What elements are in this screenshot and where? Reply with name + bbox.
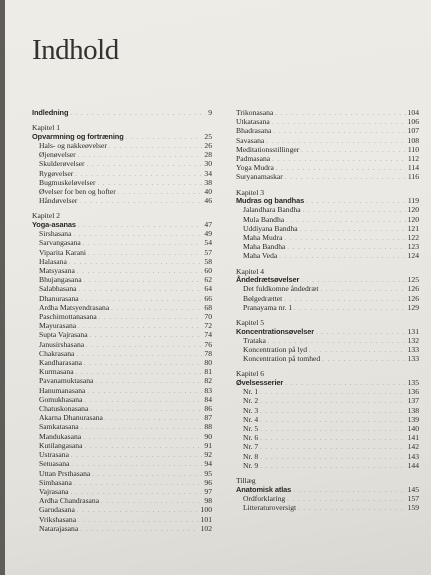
entry-title: Nr. 1 (243, 387, 259, 397)
page-number: 122 (407, 233, 419, 243)
dot-leader (260, 454, 405, 462)
toc-entry (236, 416, 419, 425)
toc-entry (32, 525, 212, 534)
dot-leader (79, 286, 203, 294)
entry-title: Bhujangasana (39, 275, 82, 285)
dot-leader (84, 443, 202, 451)
page-number: 34 (204, 168, 212, 178)
dot-leader (284, 235, 405, 243)
entry-title: Salabhasana (39, 284, 77, 294)
page-number: 78 (204, 348, 212, 358)
page-number: 110 (407, 144, 419, 154)
toc-entry (236, 173, 419, 182)
page-number: 88 (204, 422, 212, 432)
entry-title: Nr. 6 (243, 433, 259, 443)
entry-title: Maha Veda (243, 251, 278, 261)
page-number: 120 (407, 205, 419, 215)
page-number: 90 (204, 431, 212, 441)
entry-title: Janusirshasana (39, 339, 85, 349)
page-number: 83 (204, 385, 212, 395)
dot-leader (260, 389, 405, 397)
dot-leader (79, 198, 202, 206)
chapter-number: Kapitel 5 (236, 318, 265, 328)
toc-section (236, 189, 419, 262)
page-number: 157 (407, 493, 419, 503)
page-number: 60 (204, 266, 212, 276)
dot-leader (73, 231, 202, 239)
page-number: 98 (204, 496, 212, 506)
dot-leader (276, 165, 406, 173)
dot-leader (80, 526, 198, 534)
entry-title: Mayurasana (39, 321, 77, 331)
page-number: 30 (204, 159, 212, 169)
page-number: 49 (204, 229, 212, 239)
entry-title: Litteraturoversigt (243, 503, 297, 513)
toc-entry (236, 355, 419, 364)
dot-leader (111, 305, 202, 313)
page-number: 66 (204, 293, 212, 303)
page-number: 26 (204, 141, 212, 150)
dot-leader (101, 498, 202, 506)
toc-section (236, 370, 419, 471)
entry-title: Nr. 7 (243, 442, 259, 452)
entry-title: Det fuldkomne åndedræt (243, 284, 319, 294)
page-number: 101 (200, 514, 212, 524)
page-number: 95 (204, 468, 212, 478)
page-number: 54 (204, 238, 212, 248)
entry-title: Chatuskonasana (39, 404, 89, 414)
dot-leader (272, 156, 406, 164)
page-number: 46 (204, 196, 212, 206)
entry-title: Paschimottanasana (39, 312, 97, 322)
page-number: 114 (407, 163, 419, 173)
page-number: 87 (204, 413, 212, 423)
entry-title: Jalandhara Bandha (243, 205, 301, 215)
page-number: 126 (407, 293, 419, 303)
dot-leader (260, 417, 405, 425)
page-number: 136 (407, 387, 419, 397)
toc-entry (236, 453, 419, 462)
entry-title: Øvelser for ben og hofter (39, 187, 116, 197)
page-number: 68 (204, 302, 212, 312)
dot-leader (275, 110, 405, 118)
toc-entry (236, 434, 419, 443)
page-number: 96 (204, 477, 212, 487)
dot-leader (87, 388, 202, 396)
chapter-number: Kapitel 3 (236, 187, 265, 197)
entry-title: Kutilangasana (39, 440, 83, 450)
entry-title: Gomukhasana (39, 394, 83, 404)
page-number: 38 (204, 177, 212, 187)
dot-leader (260, 463, 405, 471)
entry-title: Sirshasana (39, 229, 72, 239)
page-number: 139 (407, 414, 419, 424)
entry-title: Natarajasana (39, 523, 79, 533)
dot-leader (287, 496, 405, 504)
page-number: 9 (208, 108, 212, 117)
entry-title: Bhadrasana (236, 126, 272, 136)
page-number: 86 (204, 404, 212, 414)
toc-entry (236, 397, 419, 406)
page-number: 131 (407, 326, 419, 336)
entry-title: Ordforklaring (243, 493, 286, 503)
toc-entry (236, 252, 419, 261)
dot-leader (92, 471, 202, 479)
entry-title: Sarvangasana (39, 238, 81, 248)
dot-leader (78, 517, 199, 525)
toc-chapter-heading (32, 109, 212, 118)
toc-entry (236, 462, 419, 471)
entry-title: Bølgedrættet (243, 293, 283, 303)
page-number: 140 (407, 424, 419, 434)
entry-title: Trikonasana (236, 108, 274, 117)
page-number: 97 (204, 486, 212, 496)
book-page (5, 0, 431, 575)
page-number: 108 (407, 135, 419, 145)
page-number: 137 (407, 396, 419, 406)
dot-leader (84, 360, 202, 368)
chapter-title: Anatomisk atlas (236, 484, 292, 494)
dot-leader (322, 356, 405, 364)
dot-leader (84, 397, 202, 405)
entry-title: Utkatasana (236, 117, 270, 127)
page-number: 106 (407, 117, 419, 127)
page-number: 62 (204, 275, 212, 285)
page-number: 72 (204, 321, 212, 331)
dot-leader (88, 250, 202, 258)
page-number: 112 (407, 154, 419, 164)
dot-leader (78, 222, 202, 230)
page-number: 124 (407, 251, 419, 261)
page-number: 132 (407, 335, 419, 345)
dot-leader (74, 480, 203, 488)
toc-section (236, 109, 419, 183)
entry-title: Skulderøvelser (39, 159, 85, 169)
entry-title: Matsyasana (39, 266, 75, 276)
dot-leader (71, 461, 202, 469)
chapter-title: Indledning (32, 108, 69, 117)
page-number: 80 (204, 358, 212, 368)
page-number: 144 (407, 460, 419, 470)
entry-title: Håndøvelser (39, 196, 78, 206)
dot-leader (87, 161, 203, 169)
dot-leader (90, 332, 203, 340)
entry-title: Kandharasana (39, 358, 83, 368)
toc-section (32, 109, 212, 118)
entry-title: Ardha Matsyendrasana (39, 302, 110, 312)
page-number: 25 (204, 131, 212, 141)
page-number: 47 (204, 220, 212, 230)
dot-leader (260, 444, 405, 452)
dot-leader (77, 507, 199, 515)
toc-entry (236, 504, 419, 513)
dot-leader (286, 217, 405, 225)
entry-title: Yoga Mudra (236, 163, 274, 173)
dot-leader (84, 277, 203, 285)
entry-title: Uddiyana Bandha (243, 223, 298, 233)
dot-leader (279, 253, 405, 261)
entry-title: Nr. 4 (243, 414, 259, 424)
entry-title: Chakrasana (39, 348, 75, 358)
toc-entry (236, 407, 419, 416)
entry-title: Nr. 9 (243, 460, 259, 470)
entry-title: Nr. 5 (243, 424, 259, 434)
chapter-title: Øvelsesserier (236, 378, 284, 388)
dot-leader (316, 329, 406, 337)
dot-leader (301, 147, 406, 155)
entry-title: Dhanurasana (39, 293, 79, 303)
chapter-title: Opvarmning og fortræning (32, 131, 124, 141)
entry-title: Nr. 2 (243, 396, 259, 406)
toc-section (236, 477, 419, 513)
entry-title: Trataka (243, 335, 266, 345)
chapter-number: Kapitel 4 (236, 266, 265, 276)
dot-leader (260, 408, 405, 416)
toc-section (32, 124, 212, 206)
entry-title: Viparita Karani (39, 247, 86, 257)
page-number: 100 (200, 505, 212, 515)
page-number: 133 (407, 354, 419, 364)
page-number: 82 (204, 376, 212, 386)
page-number: 135 (407, 378, 419, 388)
dot-leader (298, 505, 405, 513)
entry-title: Hanumanasana (39, 385, 86, 395)
dot-leader (90, 406, 202, 414)
dot-leader (95, 378, 202, 386)
dot-leader (86, 342, 202, 350)
dot-leader (300, 226, 406, 234)
dot-leader (294, 305, 405, 313)
entry-title: Vrikshasana (39, 514, 77, 524)
page-number: 107 (407, 126, 419, 136)
toc-chapter-heading (236, 379, 419, 388)
dot-leader (321, 286, 406, 294)
page-number: 133 (407, 345, 419, 355)
page-number: 141 (407, 433, 419, 443)
page-number: 123 (407, 242, 419, 252)
page-number: 116 (407, 172, 419, 182)
page-number: 129 (407, 302, 419, 312)
toc-entry (236, 304, 419, 313)
dot-leader (303, 207, 406, 215)
dot-leader (81, 424, 203, 432)
dot-leader (83, 434, 202, 442)
entry-title: Vajrasana (39, 486, 69, 496)
chapter-title: Yoga-asanas (32, 220, 76, 230)
toc-column-left (32, 109, 212, 540)
dot-leader (70, 110, 206, 118)
entry-title: Rygøvelser (39, 168, 74, 178)
page-number: 76 (204, 339, 212, 349)
entry-title: Ardha Chandrasana (39, 496, 100, 506)
page-number: 120 (407, 214, 419, 224)
page-number: 64 (204, 284, 212, 294)
entry-title: Akarna Dhanurasana (39, 413, 103, 423)
page-number: 104 (407, 108, 419, 117)
page-number: 57 (204, 247, 212, 257)
chapter-title: Koncentrationsøvelser (236, 326, 314, 336)
entry-title: Pavanamuktasana (39, 376, 94, 386)
dot-leader (78, 152, 203, 160)
dot-leader (126, 134, 203, 142)
toc-section (236, 319, 419, 364)
dot-leader (109, 143, 203, 151)
dot-leader (284, 296, 405, 304)
entry-title: Simhasana (39, 477, 72, 487)
entry-title: Hals- og nakkeøvelser (39, 141, 107, 150)
page-number: 121 (407, 223, 419, 233)
entry-title: Mula Bandha (243, 214, 285, 224)
dot-leader (71, 452, 202, 460)
entry-title: Uttan Prsthasana (39, 468, 91, 478)
chapter-number: Kapitel 1 (32, 123, 61, 133)
entry-title: Koncentration på lyd (243, 345, 308, 355)
page-number: 138 (407, 405, 419, 415)
dot-leader (260, 426, 405, 434)
page-title: Indhold (32, 34, 119, 66)
entry-title: Koncentration på tomhed (243, 354, 321, 364)
page-number: 102 (200, 523, 212, 533)
entry-title: Øjenøvelser (39, 150, 76, 160)
entry-title: Pranayama nr. 1 (243, 302, 293, 312)
dot-leader (285, 174, 406, 182)
page-number: 58 (204, 256, 212, 266)
dot-leader (105, 415, 203, 423)
entry-title: Nr. 3 (243, 405, 259, 415)
page-number: 84 (204, 394, 212, 404)
dot-leader (76, 369, 203, 377)
entry-title: Halasana (39, 256, 67, 266)
entry-title: Kurmasana (39, 367, 74, 377)
toc-column-right (236, 109, 419, 519)
page-number: 159 (407, 503, 419, 513)
page-number: 126 (407, 284, 419, 294)
chapter-number: Tillæg (236, 476, 256, 486)
toc-section (236, 268, 419, 313)
toc-entry (236, 388, 419, 397)
dot-leader (77, 268, 203, 276)
dot-leader (260, 435, 405, 443)
entry-title: Nr. 8 (243, 451, 259, 461)
entry-title: Maha Bandha (243, 242, 286, 252)
dot-leader (293, 487, 405, 495)
dot-leader (83, 240, 203, 248)
page-number: 92 (204, 450, 212, 460)
page-number: 91 (204, 440, 212, 450)
page-number: 28 (204, 150, 212, 160)
dot-leader (306, 198, 406, 206)
page-number: 70 (204, 312, 212, 322)
entry-title: Padmasana (236, 154, 271, 164)
page-number: 40 (204, 187, 212, 197)
dot-leader (76, 351, 202, 359)
toc-section (32, 212, 212, 534)
entry-title: Suryanamaskar (236, 172, 283, 182)
page-number: 125 (407, 275, 419, 285)
entry-title: Savasana (236, 135, 265, 145)
dot-leader (285, 380, 405, 388)
page-number: 94 (204, 459, 212, 469)
dot-leader (309, 347, 406, 355)
entry-title: Mandukasana (39, 431, 82, 441)
chapter-title: Åndedrætsøvelser (236, 275, 300, 285)
page-number: 145 (407, 484, 419, 494)
dot-leader (69, 259, 203, 267)
dot-leader (272, 119, 406, 127)
chapter-number: Kapitel 6 (236, 369, 265, 379)
entry-title: Supta Vajrasana (39, 330, 88, 340)
dot-leader (287, 244, 405, 252)
page-number: 74 (204, 330, 212, 340)
entry-title: Setuasana (39, 459, 70, 469)
toc-entry (32, 197, 212, 206)
toc-entry (236, 425, 419, 434)
page-number: 81 (204, 367, 212, 377)
chapter-title: Mudras og bandhas (236, 196, 305, 206)
page-number: 142 (407, 442, 419, 452)
entry-title: Samkatasana (39, 422, 79, 432)
entry-title: Ustrasana (39, 450, 69, 460)
entry-title: Garudasana (39, 505, 75, 515)
dot-leader (78, 323, 202, 331)
toc-entry (236, 443, 419, 452)
entry-title: Bugmuskeløvelser (39, 177, 96, 187)
entry-title: Maha Mudra (243, 233, 283, 243)
entry-title: Meditationsstillinger (236, 144, 300, 154)
dot-leader (99, 314, 203, 322)
page-number: 143 (407, 451, 419, 461)
chapter-number: Kapitel 2 (32, 211, 61, 221)
dot-leader (260, 398, 405, 406)
dot-leader (118, 189, 203, 197)
dot-leader (273, 128, 405, 136)
page-number: 119 (407, 196, 419, 206)
